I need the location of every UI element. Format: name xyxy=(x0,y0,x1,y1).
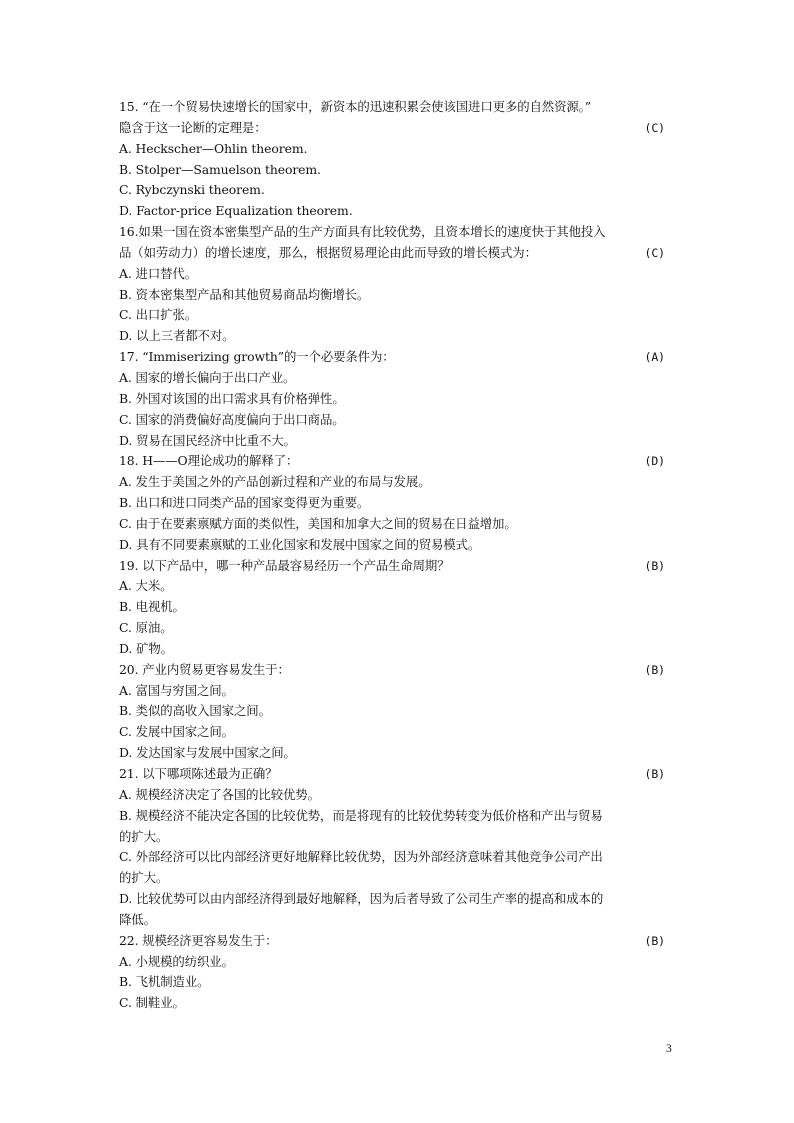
question-stem-line xyxy=(119,118,679,139)
answer-option: C. 制鞋业。 xyxy=(119,995,185,1011)
answer-option: C. 出口扩张。 xyxy=(119,307,198,323)
answer-option: C. 外部经济可以比内部经济更好地解释比较优势，因为外部经济意味着其他竞争公司产出 xyxy=(119,849,603,865)
answer-option: A. 国家的增长偏向于出口产业。 xyxy=(119,369,296,385)
answer-option: 降低。 xyxy=(119,911,156,927)
answer-option: C. Rybczynski theorem. xyxy=(119,182,265,198)
question-block xyxy=(119,931,679,1014)
answer-option: D. 贸易在国民经济中比重不大。 xyxy=(119,432,296,448)
answer-option: D. 矿物。 xyxy=(119,640,173,656)
page-number: 3 xyxy=(666,1043,672,1055)
answer-key: (C) xyxy=(644,120,665,135)
answer-option: C. 原油。 xyxy=(119,620,173,636)
answer-option: 的扩大。 xyxy=(119,870,169,886)
question-stem-text: 22. 规模经济更容易发生于： xyxy=(119,932,278,948)
answer-option: C. 国家的消费偏好高度偏向于出口商品。 xyxy=(119,411,345,427)
question-stem-text: 隐含于这一论断的定理是： xyxy=(119,119,267,135)
question-stem-text: 16.如果一国在资本密集型产品的生产方面具有比较优势，且资本增长的速度快于其他投入 xyxy=(119,224,606,240)
answer-option: D. Factor-price Equalization theorem. xyxy=(119,203,353,219)
question-stem-line xyxy=(119,556,679,577)
answer-key: (B) xyxy=(644,767,665,781)
question-stem-line xyxy=(119,243,679,264)
answer-option: A. Heckscher—Ohlin theorem. xyxy=(119,140,308,156)
answer-option: B. 电视机。 xyxy=(119,599,185,615)
answer-option: C. 由于在要素禀赋方面的类似性，美国和加拿大之间的贸易在日益增加。 xyxy=(119,515,517,531)
answer-option: D. 具有不同要素禀赋的工业化国家和发展中国家之间的贸易模式。 xyxy=(119,536,481,552)
answer-key: (B) xyxy=(644,558,665,573)
question-block xyxy=(119,660,679,764)
question-block xyxy=(119,451,679,555)
answer-option: D. 发达国家与发展中国家之间。 xyxy=(119,745,296,761)
question-stem-line xyxy=(119,764,679,785)
answer-key: (B) xyxy=(644,662,665,677)
question-block xyxy=(119,97,679,222)
question-block xyxy=(119,556,679,660)
answer-option: 的扩大。 xyxy=(119,828,169,844)
answer-option: B. 资本密集型产品和其他贸易商品均衡增长。 xyxy=(119,286,370,302)
answer-option: A. 规模经济决定了各国的比较优势。 xyxy=(119,786,320,802)
answer-key: (B) xyxy=(644,933,665,948)
question-stem-text: 17. “Immiserizing growth”的一个必要条件为： xyxy=(119,349,395,365)
answer-option: A. 大米。 xyxy=(119,578,173,594)
question-stem-line xyxy=(119,451,679,472)
answer-option: B. Stolper—Samuelson theorem. xyxy=(119,161,321,177)
question-stem-line xyxy=(119,931,679,952)
answer-key: (A) xyxy=(644,350,665,365)
answer-key: (C) xyxy=(644,245,665,260)
question-stem-text: 19. 以下产品中，哪一种产品最容易经历一个产品生命周期？ xyxy=(119,557,450,573)
answer-option: A. 发生于美国之外的产品创新过程和产业的布局与发展。 xyxy=(119,474,431,490)
question-block xyxy=(119,347,679,451)
answer-option: B. 外国对该国的出口需求具有价格弹性。 xyxy=(119,390,345,406)
question-block xyxy=(119,222,679,347)
question-stem-line xyxy=(119,347,679,368)
question-stem-text: 18. H——O理论成功的解释了： xyxy=(119,453,299,469)
question-block xyxy=(119,764,679,931)
question-stem-line xyxy=(119,222,679,243)
question-stem-text: 20. 产业内贸易更容易发生于： xyxy=(119,661,290,677)
answer-option: A. 进口替代。 xyxy=(119,265,197,281)
answer-key: (D) xyxy=(644,454,665,469)
answer-option: B. 飞机制造业。 xyxy=(119,974,210,990)
question-list xyxy=(119,97,679,1014)
answer-option: B. 类似的高收入国家之间。 xyxy=(119,703,271,719)
question-stem-line xyxy=(119,97,679,118)
question-stem-text: 21. 以下哪项陈述最为正确？ xyxy=(119,766,278,781)
answer-option: B. 规模经济不能决定各国的比较优势，而是将现有的比较优势转变为低价格和产出与贸易 xyxy=(119,807,603,823)
question-stem-text: 15. “在一个贸易快速增长的国家中，新资本的迅速积累会使该国进口更多的自然资源。” xyxy=(119,99,591,114)
answer-option: A. 富国与穷国之间。 xyxy=(119,682,234,698)
answer-option: D. 以上三者都不对。 xyxy=(119,328,235,344)
answer-option: C. 发展中国家之间。 xyxy=(119,724,234,740)
answer-option: A. 小规模的纺织业。 xyxy=(119,953,234,969)
question-stem-text: 品（如劳动力）的增长速度，那么，根据贸易理论由此而导致的增长模式为： xyxy=(119,244,537,260)
answer-option: B. 出口和进口同类产品的国家变得更为重要。 xyxy=(119,495,370,511)
answer-option: D. 比较优势可以由内部经济得到最好地解释，因为后者导致了公司生产率的提高和成本的 xyxy=(119,891,604,907)
question-stem-line xyxy=(119,660,679,681)
